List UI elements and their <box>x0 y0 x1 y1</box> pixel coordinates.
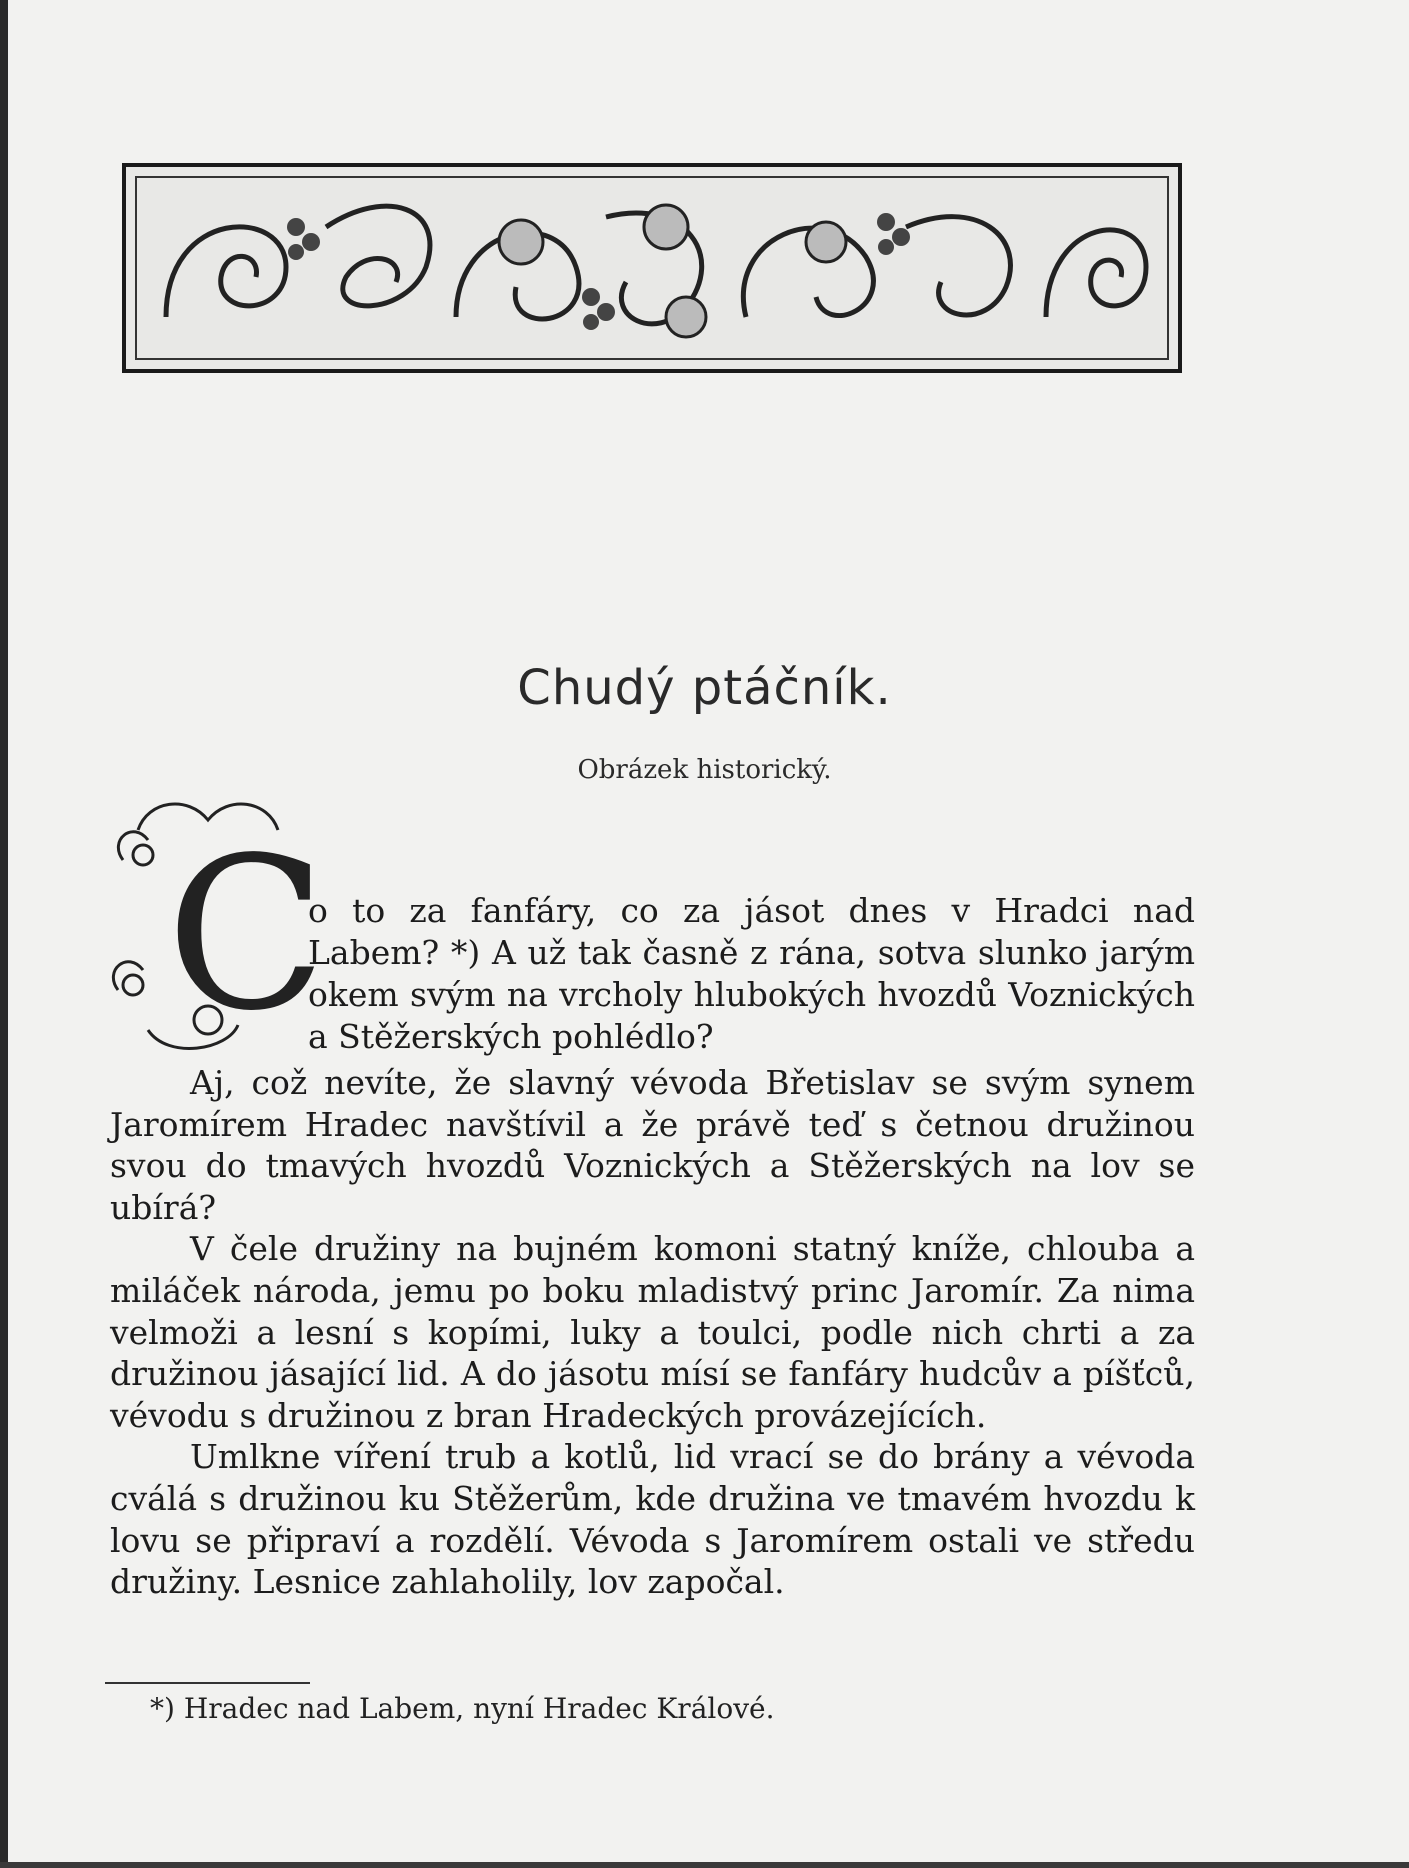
page-edge <box>0 0 8 1868</box>
first-paragraph-text: o to za fanfáry, co za jásot dnes v Hradci nad Labem? *) A už tak časně z rána, sotva slunko jarým okem svým na vrcholy hlubokých hvozdů Voznických a Stěžerských pohlédlo? <box>308 891 1195 1056</box>
page-edge-bottom <box>0 1862 1409 1868</box>
drop-cap-letter: C <box>166 812 327 1057</box>
footnote-divider <box>105 1682 310 1684</box>
page-title: Chudý ptáčník. <box>517 660 892 716</box>
body-text <box>110 1062 1195 1603</box>
page-subtitle: Obrázek historický. <box>577 755 832 785</box>
paragraph: Aj, což nevíte, že slavný vévoda Břetislav se svým synem Jaromírem Hradec navštívil a že právě teď s četnou družinou svou do tmavých hvozdů Voznických a Stěžerských na lov se ubírá? <box>110 1063 1195 1227</box>
floral-ornament-banner-icon <box>122 163 1182 373</box>
footnote: *) Hradec nad Labem, nyní Hradec Králové. <box>150 1692 775 1725</box>
paragraph: Umlkne víření trub a kotlů, lid vrací se do brány a vévoda cválá s družinou ku Stěžerům, kde družina ve tmavém hvozdu k lovu se připraví a rozdělí. Vévoda s Jaromírem ostali ve středu družiny. Lesnice zahlaholily, lov započal. <box>110 1437 1195 1602</box>
first-paragraph <box>110 890 1195 1058</box>
paragraph: V čele družiny na bujném komoni statný kníže, chlouba a miláček národa, jemu po boku mladistvý princ Jaromír. Za nima velmoži a lesní s kopími, luky a toulci, podle nich chrti a za družinou jásající lid. A do jásotu mísí se fanfáry hudcův a píšťců, vévodu s družinou z bran Hradeckých provázejících. <box>110 1229 1195 1435</box>
